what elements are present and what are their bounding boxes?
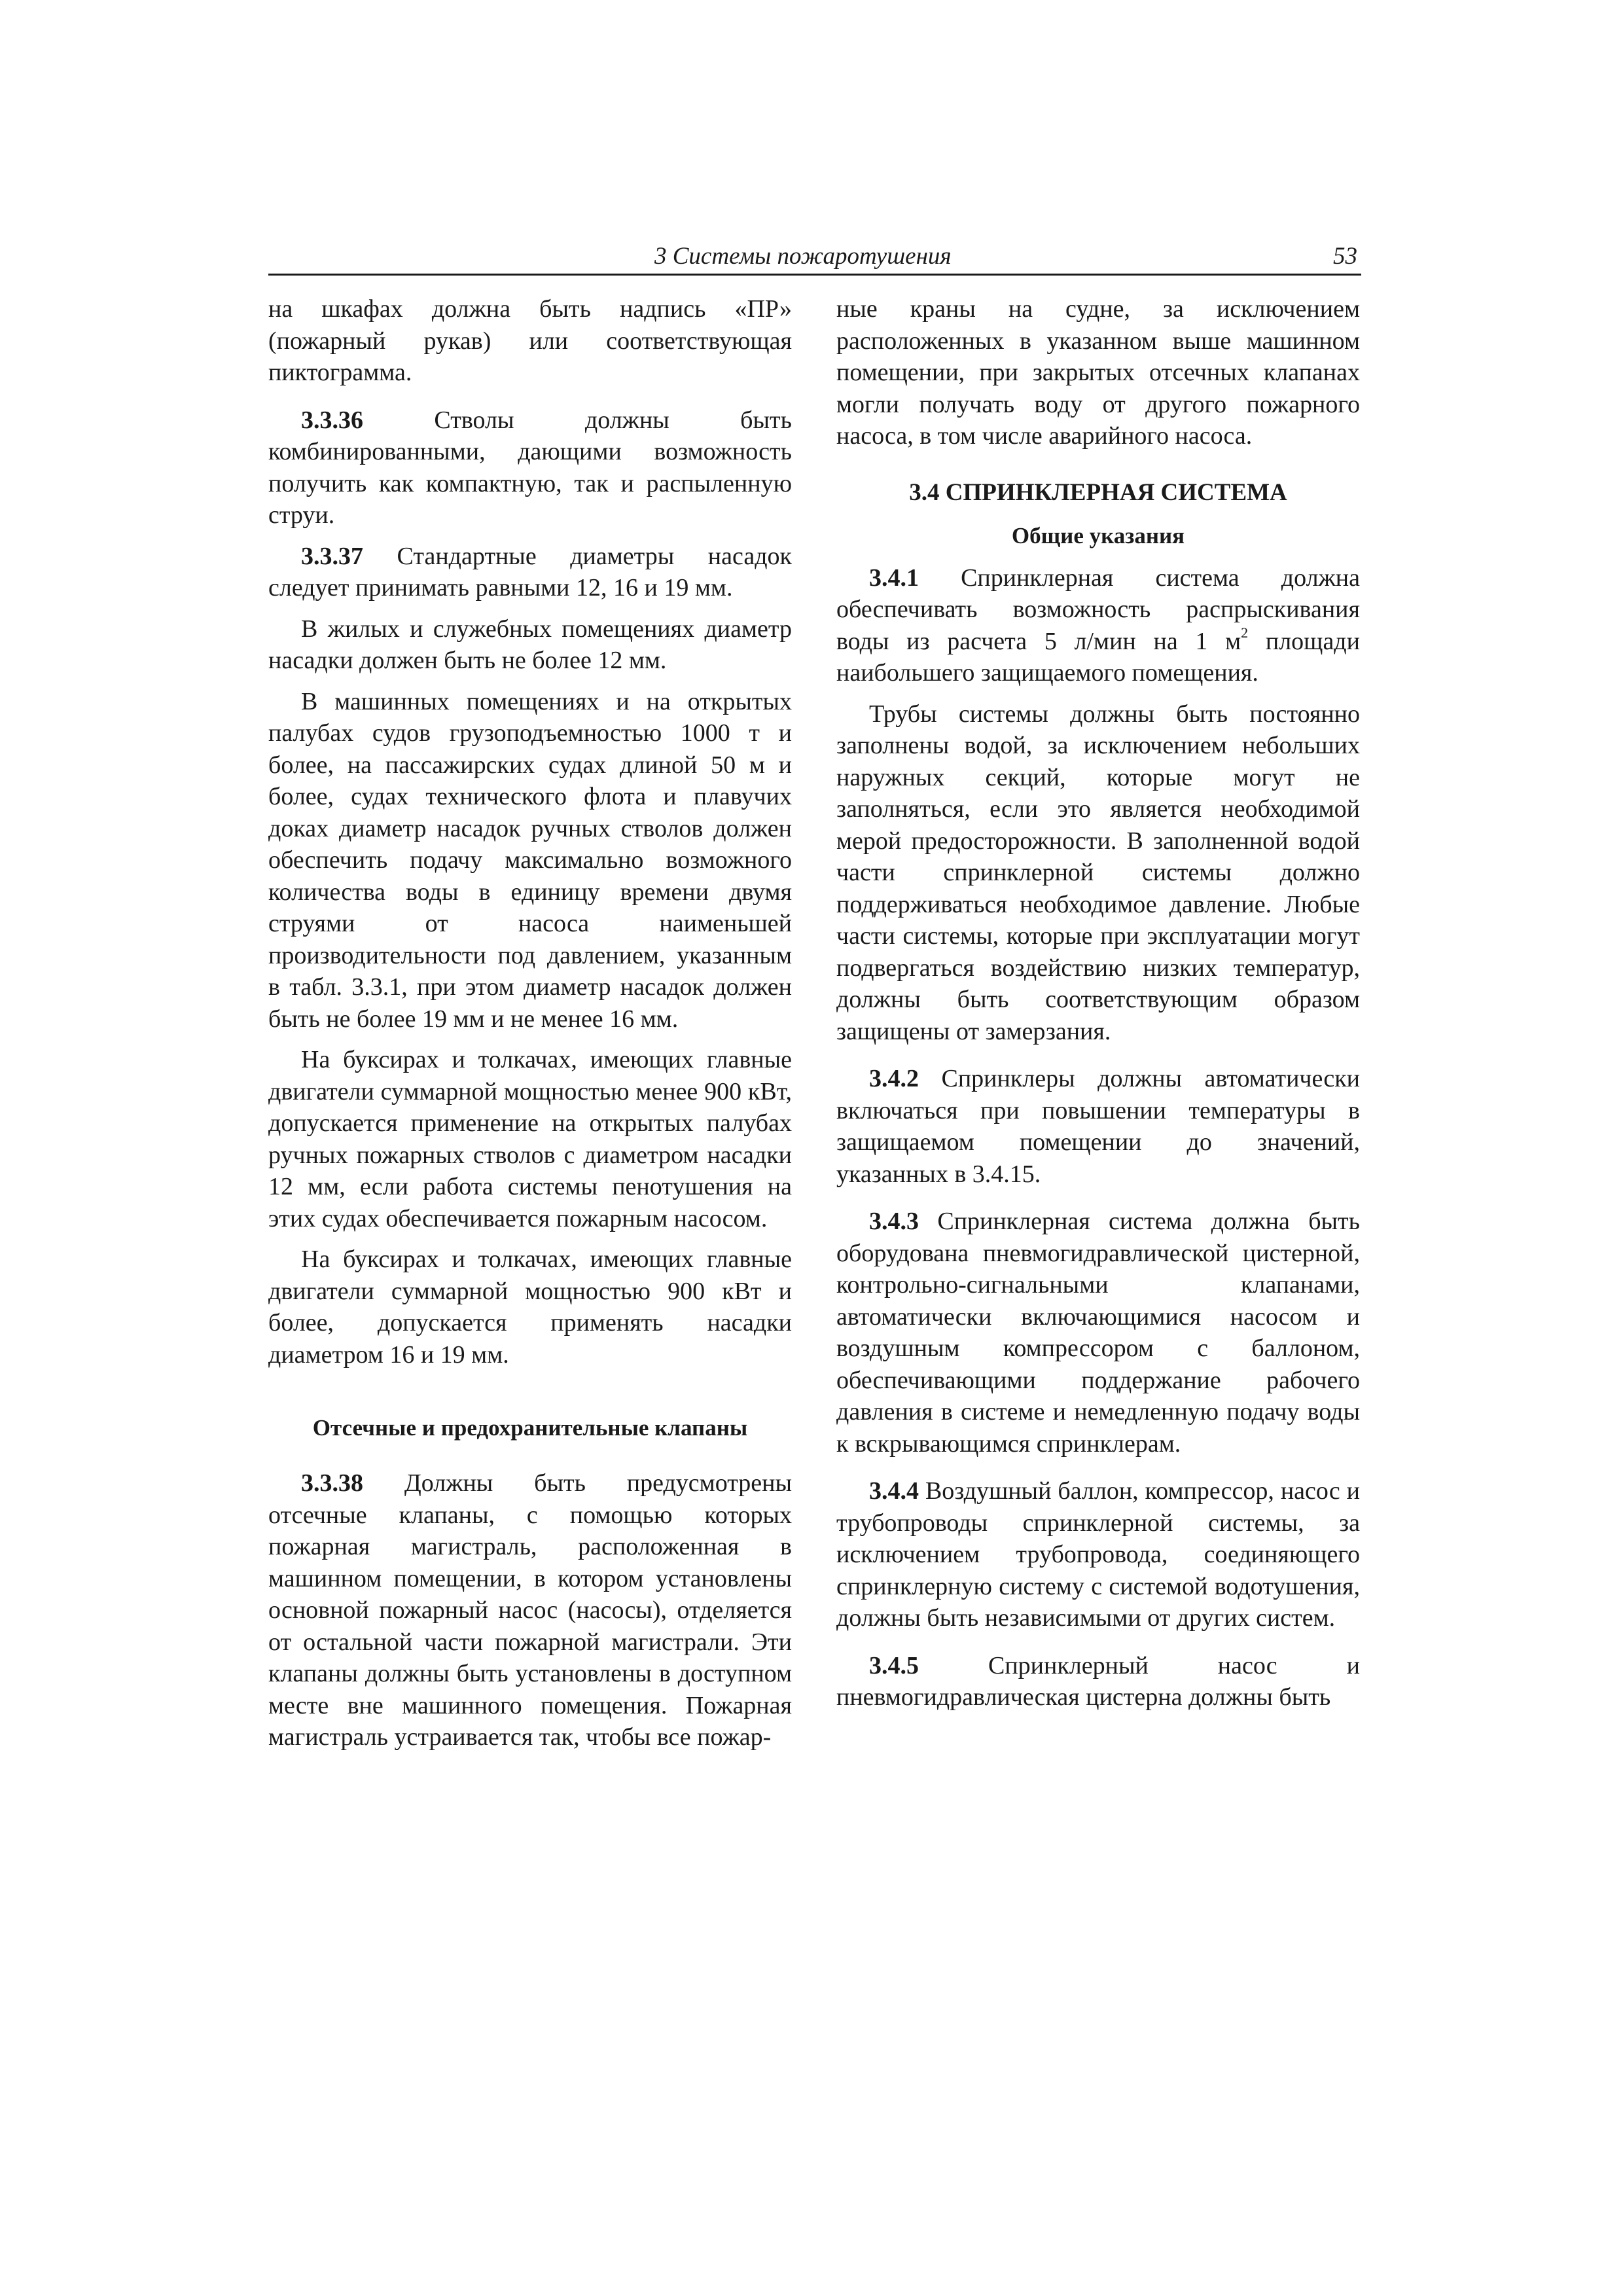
clause-number: 3.4.5 — [869, 1651, 919, 1679]
clause-number: 3.3.38 — [301, 1469, 363, 1497]
paragraph: Трубы системы должны быть постоянно заполнены водой, за исключением небольших наружных секций, которые могут не заполняться, если это является необходимой мерой предосторожности. В заполненной водой части спринклерной системы должно поддерживаться необходимое давление. Любые части системы, которые при эксплуатации могут подвергаться воздействию низких температур, должны быть соответствующим образом защищены от замерзания. — [836, 700, 1360, 1045]
chapter-title: 3 Системы пожаротушения — [654, 243, 952, 270]
paragraph: На буксирах и толкачах, имеющих главные двигатели суммарной мощностью менее 900 кВт, допускается применение на открытых палубах ручных пожарных стволов с диаметром насадки 12 мм, если работа системы пенотушения на этих судах обеспечивается пожарным насосом. — [268, 1046, 792, 1232]
paragraph: ные краны на судне, за исключением расположенных в указанном выше машинном помещении, при закрытых отсечных клапанах могли получать воду от другого пожарного насоса, в том числе аварийного насоса. — [836, 295, 1360, 450]
subsection-heading: Отсечные и предохранительные клапаны — [312, 1415, 748, 1441]
paragraph-3-4-1: 3.4.1 Спринклерная система должна обеспечивать возможность распрыскивания воды из расчета 5 л/мин на 1 $м^2$ площади наибольшего защищаемого помещения. — [836, 564, 1360, 687]
clause-number: 3.4.1 — [869, 564, 919, 592]
clause-number: 3.3.37 — [301, 542, 363, 570]
subsection-heading: Общие указания — [1011, 522, 1185, 548]
clause-number: 3.4.2 — [869, 1065, 919, 1092]
clause-number: 3.4.3 — [869, 1208, 919, 1235]
paragraph-3-4-2: 3.4.2 Спринклеры должны автоматически включаться при повышении температуры в защищаемом помещении до значений, указанных в 3.4.15. — [836, 1065, 1360, 1188]
left-column — [268, 293, 792, 1763]
paragraph: В машинных помещениях и на открытых палубах судов грузоподъемностью 1000 т и более, на пассажирских судах длиной 50 м и более, судах технического флота и плавучих доках диаметр насадок ручных стволов должен обеспечить подачу максимально возможного количества воды в единицу времени двумя струями от насоса наименьшей производительности под давлением, указанным в табл. 3.3.1, при этом диаметр насадок должен быть не более 19 мм и не менее 16 мм. — [268, 687, 792, 1033]
superscript: 2 — [1241, 624, 1249, 641]
paragraph: На буксирах и толкачах, имеющих главные двигатели суммарной мощностью 900 кВт и более, допускается применять насадки диаметром 16 и 19 мм. — [268, 1246, 792, 1369]
paragraph-3-3-37: 3.3.37 Стандартные диаметры насадок следует принимать равными 12, 16 и 19 мм. — [268, 542, 792, 601]
clause-number: 3.4.4 — [869, 1477, 919, 1505]
running-header — [268, 240, 1361, 276]
right-column — [836, 293, 1360, 1723]
section-heading: 3.4 СПРИНКЛЕРНАЯ СИСТЕМА — [909, 478, 1287, 506]
paragraph-3-4-4: 3.4.4 Воздушный баллон, компрессор, насос и трубопроводы спринклерной системы, за исключением трубопровода, соединяющего спринклерную систему с системой водотушения, должны быть независимыми от других систем. — [836, 1477, 1360, 1632]
paragraph: В жилых и служебных помещениях диаметр насадки должен быть не более 12 мм. — [268, 615, 792, 674]
paragraph-3-4-3: 3.4.3 Спринклерная система должна быть оборудована пневмогидравлической цистерной, контрольно-сигнальными клапанами, автоматически включающимися насосом и воздушным компрессором с баллоном, обеспечивающими поддержание рабочего давления в системе и немедленную подачу воды к вскрывающимся спринклерам. — [836, 1208, 1360, 1458]
clause-number: 3.3.36 — [301, 406, 363, 434]
page-number: 53 — [1333, 243, 1357, 270]
paragraph-3-4-5: 3.4.5 Спринклерный насос и пневмогидравлическая цистерна должны быть — [836, 1651, 1360, 1711]
paragraph-3-3-36: 3.3.36 Стволы должны быть комбинированными, дающими возможность получить как компактную, так и распыленную струи. — [268, 406, 792, 529]
paragraph-3-3-38: 3.3.38 Должны быть предусмотрены отсечные клапаны, с помощью которых пожарная магистраль, расположенная в машинном помещении, в котором установлены основной пожарный насос (насосы), отделяется от остальной части пожарной магистрали. Эти клапаны должны быть установлены в доступном месте вне машинного помещения. Пожарная магистраль устраивается так, чтобы все пожар- — [268, 1469, 792, 1751]
paragraph: на шкафах должна быть надпись «ПР» (пожарный рукав) или соответствующая пиктограмма. — [268, 295, 792, 386]
